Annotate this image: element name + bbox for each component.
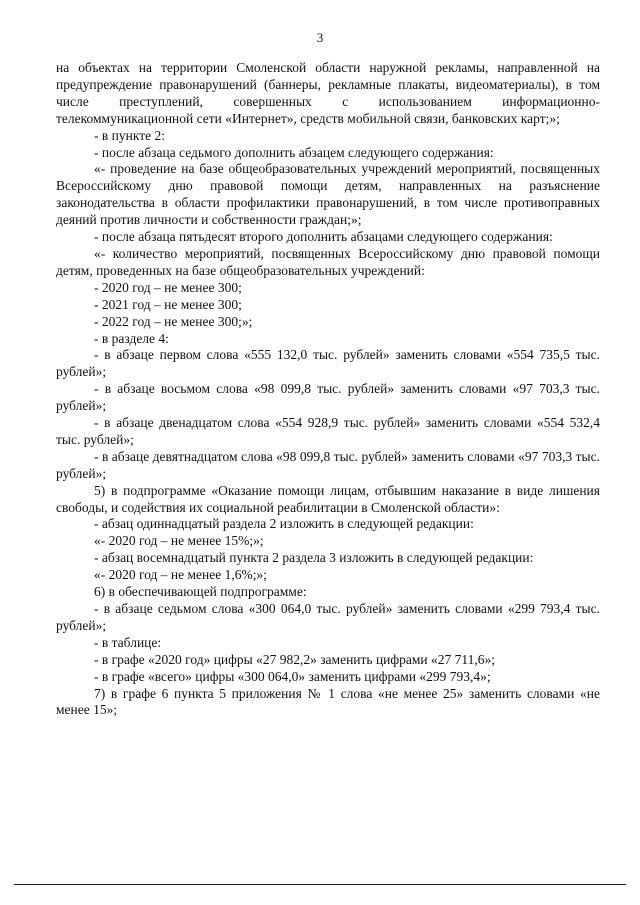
paragraph-column-2020: - в графе «2020 год» цифры «27 982,2» заменить цифрами «27 711,6»;: [94, 651, 496, 667]
paragraph-column-total: - в графе «всего» цифры «300 064,0» заменить цифрами «299 793,4»;: [94, 668, 491, 684]
scan-edge-line: [14, 884, 626, 885]
paragraph-year-2022: - 2022 год – не менее 300;»;: [94, 313, 253, 329]
paragraph-add-after-7: - после абзаца седьмого дополнить абзацем следующего содержания:: [94, 144, 494, 160]
paragraph-table: - в таблице:: [94, 634, 162, 650]
page-number: 3: [316, 30, 324, 45]
paragraph-abzac-1: - в абзаце первом слова «555 132,0 тыс. рублей» заменить словами «554 735,5 тыс. рублей»;: [56, 347, 600, 380]
paragraph-subprogram-6: 6) в обеспечивающей подпрограмме:: [94, 584, 307, 600]
paragraph-subprogram-5: 5) в подпрограмме «Оказание помощи лицам, отбывшим наказание в виде лишения свободы, и содействия их социальной реабилитации в Смоленской области»:: [56, 482, 600, 515]
paragraph-quote-count: «- количество мероприятий, посвященных Всероссийскому дню правовой помощи детям, проведенных на базе общеобразовательных учреждений:: [56, 245, 600, 278]
paragraph-continuation: на объектах на территории Смоленской области наружной рекламы, направленной на предупреждение правонарушений (баннеры, рекламные плакаты, видеоматериалы), в том числе преступлений, совершенных с использованием информационно-телекоммуникационной сети «Интернет», средств мобильной связи, банковских карт;»;: [56, 60, 600, 126]
paragraph-abzac-18: - абзац восемнадцатый пункта 2 раздела 3 изложить в следующей редакции:: [94, 550, 534, 566]
paragraph-quote-15pct: «- 2020 год – не менее 15%;»;: [94, 533, 264, 549]
paragraph-abzac-7: - в абзаце седьмом слова «300 064,0 тыс. рублей» заменить словами «299 793,4 тыс. рублей»;: [56, 601, 600, 633]
paragraph-abzac-12: - в абзаце двенадцатом слова «554 928,9 тыс. рублей» заменить словами «554 532,4 тыс. рублей»;: [56, 415, 600, 447]
paragraph-item-7: 7) в графе 6 пункта 5 приложения № 1 слова «не менее 25» заменить словами «не менее 15»;: [56, 685, 600, 718]
paragraph-abzac-11: - абзац одиннадцатый раздела 2 изложить в следующей редакции:: [94, 516, 474, 532]
paragraph-abzac-19: - в абзаце девятнадцатом слова «98 099,8 тыс. рублей» заменить словами «97 703,3 тыс. рублей»;: [56, 448, 600, 481]
paragraph-add-after-52: - после абзаца пятьдесят второго дополнить абзацами следующего содержания:: [94, 229, 553, 245]
paragraph-section-4: - в разделе 4:: [94, 330, 169, 346]
document-body: [56, 60, 600, 719]
paragraph-year-2021: - 2021 год – не менее 300;: [94, 296, 242, 312]
paragraph-quote-1-6pct: «- 2020 год – не менее 1,6%;»;: [94, 567, 268, 583]
paragraph-year-2020: - 2020 год – не менее 300;: [94, 279, 242, 295]
paragraph-abzac-8: - в абзаце восьмом слова «98 099,8 тыс. рублей» заменить словами «97 703,3 тыс. рублей»;: [56, 381, 600, 414]
paragraph-item-2: - в пункте 2:: [94, 127, 165, 143]
paragraph-quote-events: «- проведение на базе общеобразовательных учреждений мероприятий, посвященных Всероссийскому дню правовой помощи детям, направленных на разъяснение законодательства в области профилактики правонарушений, в том числе противоправных деяний против личности и собственности граждан;»;: [56, 161, 600, 228]
